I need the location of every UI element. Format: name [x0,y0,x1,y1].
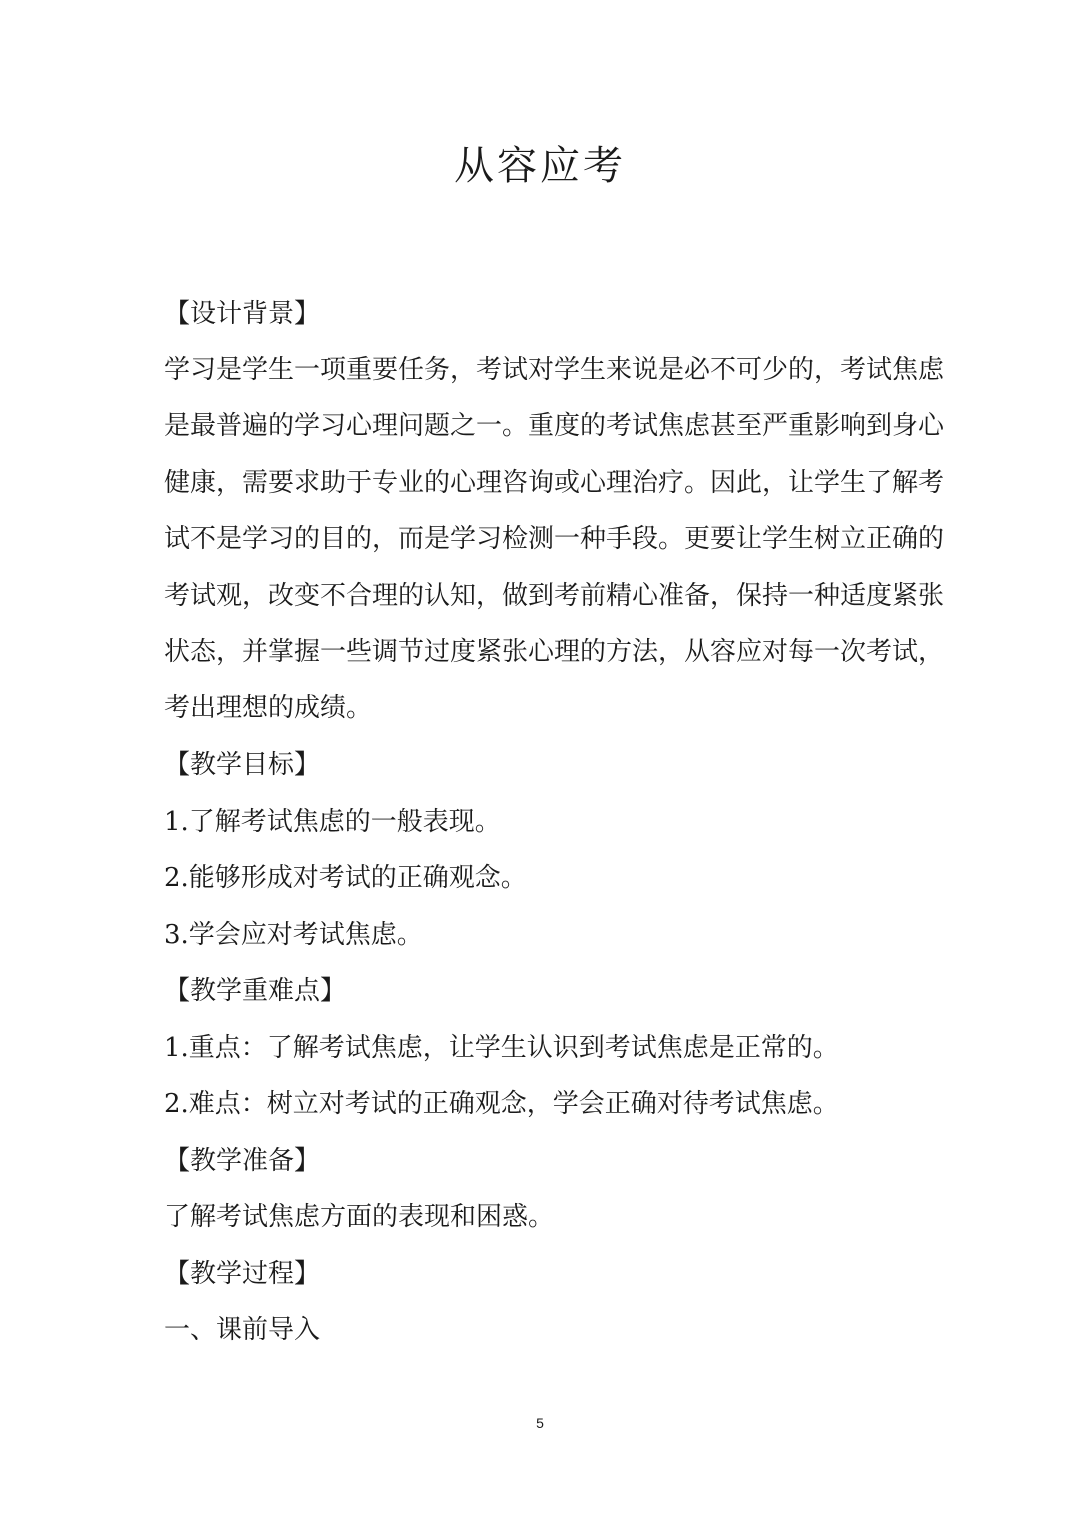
page-number: 5 [536,1415,544,1431]
paragraph-line: 考试观，改变不合理的认知，做到考前精心准备，保持一种适度紧张 [164,581,945,611]
paragraph-line: 状态，并掌握一些调节过度紧张心理的方法，从容应对每一次考试， [164,637,945,667]
list-item: 3.学会应对考试焦虑。 [164,920,423,950]
paragraph-line: 了解考试焦虑方面的表现和困惑。 [164,1202,555,1232]
paragraph-line: 试不是学习的目的，而是学习检测一种手段。更要让学生树立正确的 [164,524,945,554]
section-heading-teaching-goals: 【教学目标】 [164,750,321,780]
section-heading-teaching-process: 【教学过程】 [164,1259,321,1289]
paragraph-line: 健康，需要求助于专业的心理咨询或心理治疗。因此，让学生了解考 [164,468,945,498]
list-item: 1.了解考试焦虑的一般表现。 [164,807,501,837]
list-item: 2.难点：树立对考试的正确观念，学会正确对待考试焦虑。 [164,1089,839,1119]
paragraph-line: 学习是学生一项重要任务，考试对学生来说是必不可少的，考试焦虑 [164,355,945,385]
section-heading-design-background: 【设计背景】 [164,299,321,329]
paragraph-line: 是最普遍的学习心理问题之一。重度的考试焦虑甚至严重影响到身心 [164,411,945,441]
document-title: 从容应考 [454,143,626,189]
section-heading-key-points: 【教学重难点】 [164,976,347,1006]
list-item: 2.能够形成对考试的正确观念。 [164,863,527,893]
paragraph-line: 考出理想的成绩。 [164,693,373,723]
section-heading-preparation: 【教学准备】 [164,1146,321,1176]
list-item: 1.重点：了解考试焦虑，让学生认识到考试焦虑是正常的。 [164,1033,839,1063]
subsection-heading: 一、课前导入 [164,1315,321,1345]
